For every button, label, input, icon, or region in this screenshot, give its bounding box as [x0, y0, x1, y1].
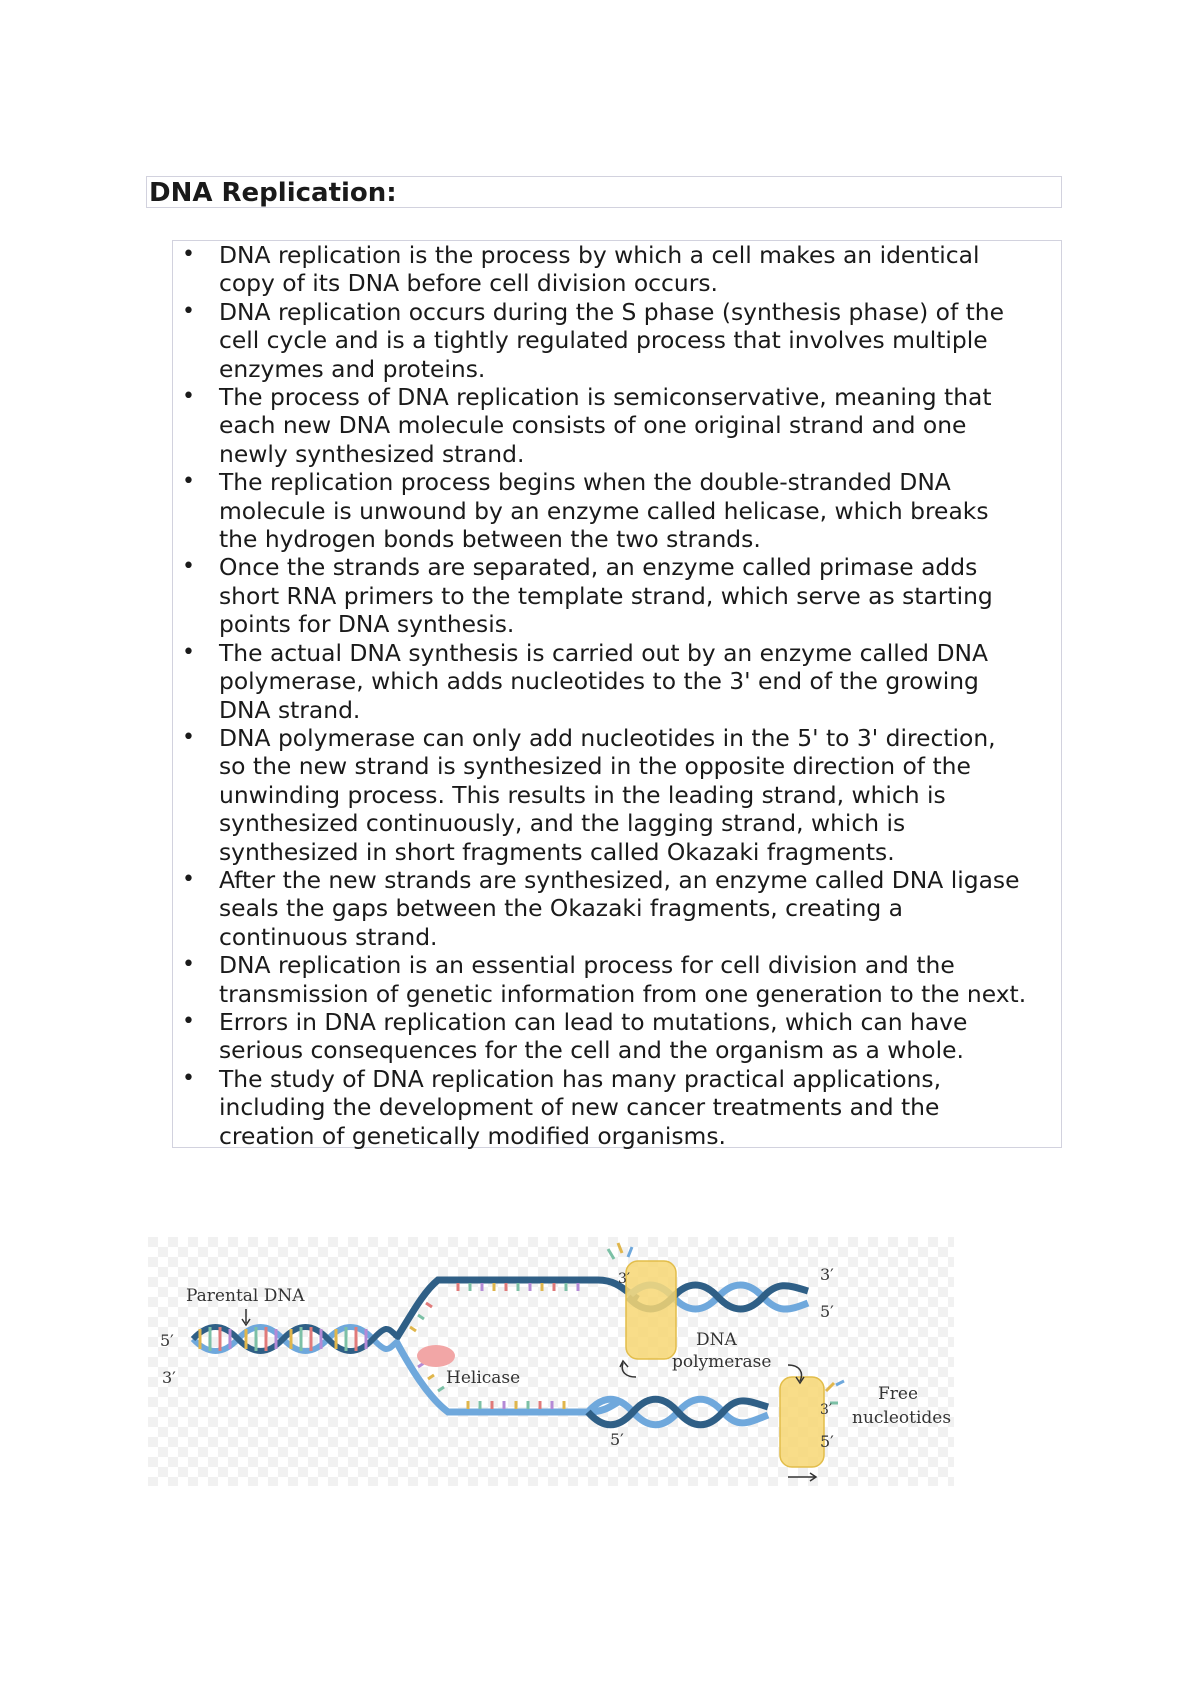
bullet-line: newly synthesized strand. [219, 439, 525, 468]
bullet-line: polymerase, which adds nucleotides to the 3' end of the growing [219, 667, 979, 696]
label-nucleotides: nucleotides [852, 1408, 952, 1428]
page-title: DNA Replication: [149, 178, 397, 208]
bullet-item [173, 724, 1073, 866]
bullet-line: cell cycle and is a tightly regulated process that involves multiple [219, 326, 988, 355]
label-free: Free [878, 1384, 919, 1404]
dna-polymerase-upper [626, 1261, 676, 1359]
bullet-line: • Once the strands are separated, an enzyme called primase adds [219, 553, 978, 582]
bullet-item [173, 639, 1073, 724]
bullet-line: transmission of genetic information from one generation to the next. [219, 979, 1027, 1008]
label-helicase: Helicase [446, 1368, 521, 1388]
bullet-line: creation of genetically modified organisms. [219, 1121, 726, 1150]
dna-replication-figure [148, 1237, 954, 1486]
title-box [146, 176, 1062, 208]
label-right-top-5: 5′ [820, 1302, 834, 1321]
bullet-line: • Errors in DNA replication can lead to mutations, which can have [219, 1007, 968, 1036]
bullet-line: short RNA primers to the template strand, which serve as starting [219, 581, 993, 610]
bullet-line: • DNA polymerase can only add nucleotides in the 5' to 3' direction, [219, 723, 996, 752]
dna-replication-diagram [148, 1237, 954, 1486]
label-right-top-3: 3′ [820, 1265, 834, 1284]
bullet-line: DNA strand. [219, 695, 361, 724]
dna-polymerase-lower [780, 1377, 824, 1467]
bullet-item [173, 866, 1073, 951]
label-left-3: 3′ [162, 1368, 176, 1387]
bullet-line: synthesized in short fragments called Okazaki fragments. [219, 837, 895, 866]
bullet-item [173, 1065, 1073, 1150]
bullet-item [173, 468, 1073, 553]
bullet-line: including the development of new cancer treatments and the [219, 1093, 940, 1122]
bullet-line: enzymes and proteins. [219, 354, 486, 383]
bullet-line: each new DNA molecule consists of one original strand and one [219, 411, 967, 440]
bullet-item [173, 553, 1073, 638]
bullet-line: serious consequences for the cell and the organism as a whole. [219, 1036, 964, 1065]
label-lower-3: 3′ [820, 1402, 833, 1418]
label-top-poly-3: 3′ [618, 1271, 631, 1287]
bullet-line: • DNA replication occurs during the S phase (synthesis phase) of the [219, 297, 1005, 326]
bullet-line: synthesized continuously, and the lagging strand, which is [219, 809, 906, 838]
bullet-line: continuous strand. [219, 922, 438, 951]
label-parental-dna: Parental DNA [186, 1286, 305, 1306]
label-bottom-5: 5′ [610, 1430, 624, 1449]
bullet-item [173, 383, 1073, 468]
bullet-line: • The process of DNA replication is semiconservative, meaning that [219, 383, 992, 412]
bullet-line: so the new strand is synthesized in the opposite direction of the [219, 752, 971, 781]
helicase-enzyme [417, 1345, 455, 1367]
bullet-line: • After the new strands are synthesized, an enzyme called DNA ligase [219, 865, 1020, 894]
bullet-line: the hydrogen bonds between the two strands. [219, 525, 761, 554]
bullet-line: unwinding process. This results in the leading strand, which is [219, 780, 946, 809]
bullet-list-box [172, 240, 1062, 1148]
bullet-item [173, 241, 1073, 298]
bullet-item [173, 298, 1073, 383]
bullet-list [173, 241, 1073, 1150]
bullet-line: • DNA replication is an essential process for cell division and the [219, 951, 955, 980]
bullet-line: seals the gaps between the Okazaki fragments, creating a [219, 894, 903, 923]
bullet-line: • The replication process begins when the double-stranded DNA [219, 468, 951, 497]
label-polymerase: polymerase [672, 1352, 772, 1372]
bullet-line: molecule is unwound by an enzyme called helicase, which breaks [219, 496, 989, 525]
label-lower-5: 5′ [820, 1432, 834, 1451]
bullet-item [173, 1008, 1073, 1065]
bullet-line: points for DNA synthesis. [219, 610, 515, 639]
label-dna: DNA [696, 1330, 737, 1350]
bullet-line: • The study of DNA replication has many practical applications, [219, 1064, 942, 1093]
bullet-line: • The actual DNA synthesis is carried out by an enzyme called DNA [219, 638, 988, 667]
bullet-line: copy of its DNA before cell division occurs. [219, 269, 718, 298]
bullet-line: • DNA replication is the process by which a cell makes an identical [219, 241, 980, 269]
bullet-item [173, 951, 1073, 1008]
label-left-5: 5′ [160, 1331, 174, 1350]
